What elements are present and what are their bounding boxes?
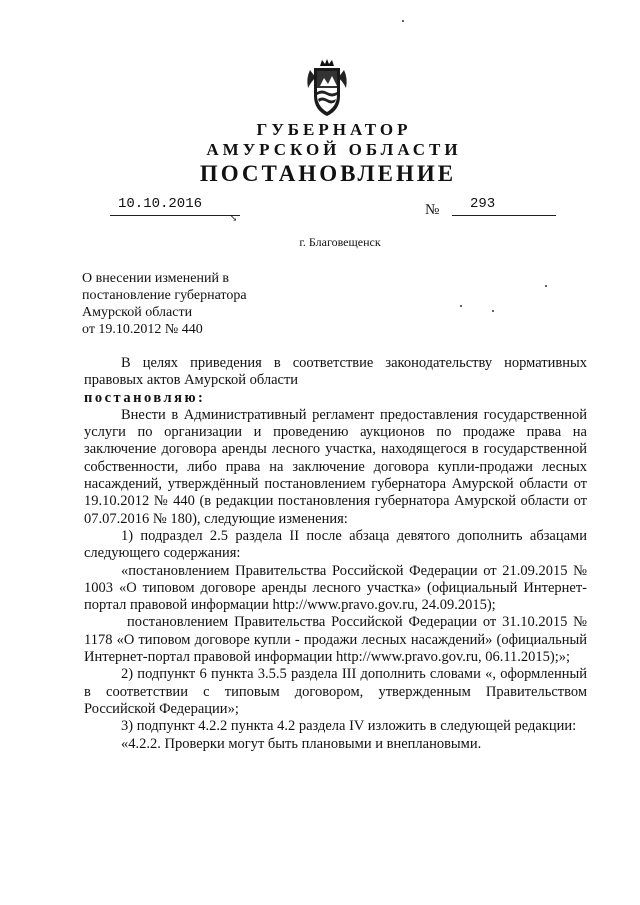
subject-line: от 19.10.2012 № 440 — [82, 322, 203, 337]
item-1-paragraph: 1) подраздел 2.5 раздела II после абзаца девятого дополнить абзацами следующего содержания: — [84, 527, 587, 562]
scan-speck — [460, 305, 462, 307]
item-2-paragraph: 2) подпункт 6 пункта 3.5.5 раздела III дополнить словами «, оформленный в соответствии с типовым договором, утвержденным Правительством Российской Федерации»; — [84, 666, 587, 717]
item-3-paragraph: 3) подпункт 4.2.2 пункта 4.2 раздела IV изложить в следующей редакции: — [121, 718, 577, 735]
number-underline — [452, 215, 556, 216]
governor-heading: ГУБЕРНАТОР — [256, 120, 412, 139]
decree-title: ПОСТАНОВЛЕНИЕ — [199, 161, 457, 186]
preamble-paragraph: В целях приведения в соответствие законодательству нормативных правовых актов Амурской области — [84, 355, 587, 389]
subject-block — [82, 270, 247, 338]
region-heading: АМУРСКОЙ ОБЛАСТИ — [206, 140, 462, 159]
subject-line: Амурской области — [82, 305, 193, 320]
scan-speck — [545, 285, 547, 287]
city-line: г. Благовещенск — [299, 235, 381, 249]
resolve-word: постановляю: — [84, 389, 206, 406]
date-underline — [110, 215, 240, 216]
quote-2-paragraph: постановлением Правительства Российской Федерации от 31.10.2015 № 1178 «О типовом договоре купли - продажи лесных насаждений» (официальный Интернет-портал правовой информации http://www.pravo.gov.ru, 06.11.2015);»; — [84, 614, 587, 666]
subject-line: постановление губернатора — [82, 288, 247, 303]
scan-speck — [402, 20, 404, 22]
number-label: № — [425, 202, 440, 218]
quote-3-paragraph: «4.2.2. Проверки могут быть плановыми и внеплановыми. — [121, 735, 482, 752]
scan-speck — [492, 310, 494, 312]
main-paragraph: Внести в Административный регламент предоставления государственной услуги по организации и проведению аукционов по продаже права на заключение договора аренды лесного участка, находящегося в государственной собственности, либо права на заключение договора купли-продажи лесных насаждений, утверждённый постановлением губернатора Амурской области от 19.10.2012 № 440 (в редакции постановления губернатора Амурской области от 07.07.2016 № 180), следующие изменения: — [84, 406, 587, 527]
subject-line: О внесении изменений в — [82, 271, 230, 286]
decree-body — [84, 355, 587, 753]
date-tick-mark: ↘ — [229, 213, 238, 224]
quote-1-paragraph: «постановлением Правительства Российской Федерации от 21.09.2015 № 1003 «О типовом договоре аренды лесного участка» (официальный Интернет-портал правовой информации http://www.pravo.gov.ru, 24.09.2015); — [84, 562, 587, 614]
amur-coat-of-arms-emblem — [302, 58, 352, 118]
decree-number: 293 — [470, 196, 496, 212]
decree-date: 10.10.2016 — [118, 196, 203, 212]
